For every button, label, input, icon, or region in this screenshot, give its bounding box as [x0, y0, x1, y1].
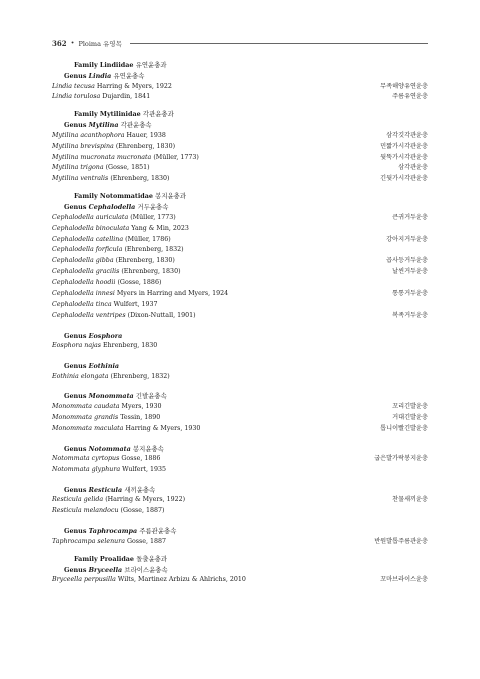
family-heading [52, 554, 428, 565]
genus-heading [52, 444, 428, 455]
species-entry [52, 424, 200, 435]
species-korean-name: 거대긴발윤충 [392, 413, 428, 421]
genus-word: Genus [64, 121, 87, 130]
species-authority: (Ehrenberg, 1830) [121, 268, 181, 276]
species-korean-name: 뒷뚝가시각관윤충 [380, 153, 428, 161]
page-number: 362 [52, 38, 67, 48]
species-entry [52, 289, 228, 300]
species-korean-name: 꼬리긴발윤충 [392, 402, 428, 410]
family-label: Family Proalidae [74, 554, 134, 563]
genus-name: Taphrocampa [88, 527, 138, 536]
genus-word: Genus [64, 527, 87, 536]
species-authority: Gosse, 1887 [126, 537, 167, 545]
species-entry [52, 402, 162, 413]
species-entry [52, 413, 160, 424]
genus-heading [52, 202, 428, 213]
family-heading [52, 109, 428, 120]
species-korean-name: 주름유연윤충 [392, 93, 428, 101]
genus-korean-name: 주름관윤충속 [139, 527, 177, 536]
family-heading [52, 191, 428, 202]
species-korean-name: 톱니이빨긴발윤충 [380, 424, 428, 432]
species-name: Cephalodella auriculata [52, 213, 129, 221]
species-name: Monommata maculata [52, 424, 124, 432]
species-authority: (Ehrenberg, 1830) [115, 257, 175, 265]
species-entry [52, 174, 170, 185]
species-row [52, 495, 428, 506]
species-row [52, 402, 428, 413]
species-row [52, 82, 428, 93]
species-list [52, 60, 428, 586]
family-label: Family Mytilinidae [74, 110, 141, 119]
species-entry [52, 153, 199, 164]
species-row [52, 575, 428, 586]
species-korean-name: 곱사등거두윤충 [386, 257, 428, 265]
genus-name: Notommata [88, 444, 131, 453]
genus-name: Cephalodella [88, 203, 136, 212]
species-row [52, 142, 428, 153]
species-korean-name: 삼각깃각관윤충 [386, 131, 428, 139]
species-korean-name: 통통거두윤충 [392, 289, 428, 297]
species-name: Lindia tecusa [52, 82, 95, 90]
species-row [52, 413, 428, 424]
species-korean-name: 긴뒷가시각관윤충 [380, 175, 428, 183]
species-row [52, 311, 428, 322]
genus-heading [52, 391, 428, 402]
genus-korean-name: 각관윤충속 [120, 121, 152, 130]
species-entry [52, 372, 170, 383]
species-name: Eosphora najas [52, 342, 102, 350]
header-bullet: • [70, 39, 75, 47]
genus-word: Genus [64, 331, 87, 340]
genus-word: Genus [64, 485, 87, 494]
genus-name: Resticula [88, 485, 123, 494]
species-row [52, 300, 428, 311]
species-entry [52, 256, 175, 267]
species-row [52, 424, 428, 435]
species-row [52, 267, 428, 278]
species-authority: (Gosse, 1886) [117, 279, 162, 287]
genus-heading [52, 361, 428, 372]
species-authority: Harring & Myers, 1930 [125, 424, 201, 432]
species-authority: Dujardin, 1841 [102, 93, 151, 101]
species-row [52, 174, 428, 185]
species-authority: (Dixon-Nuttall, 1901) [127, 311, 196, 319]
family-korean-name: 봉지윤충과 [155, 192, 187, 201]
species-name: Notommata glyphura [52, 465, 121, 473]
genus-word: Genus [64, 392, 87, 401]
species-entry [52, 506, 165, 517]
species-authority: Tessin, 1890 [120, 413, 161, 421]
genus-heading [52, 565, 428, 576]
genus-heading [52, 71, 428, 82]
genus-name: Lindia [88, 72, 112, 80]
species-entry [52, 224, 189, 235]
species-entry [52, 235, 171, 246]
running-header [52, 38, 428, 48]
species-name: Resticula melandocu [52, 507, 119, 515]
species-entry [52, 131, 166, 142]
species-row [52, 163, 428, 174]
species-authority: Ehrenberg, 1830 [103, 342, 158, 350]
species-row [52, 235, 428, 246]
species-row [52, 92, 428, 103]
genus-korean-name: 긴발윤충속 [135, 392, 167, 401]
species-authority: (Gosse, 1851) [105, 164, 150, 172]
species-name: Cephalodella gracilis [52, 268, 120, 276]
species-authority: Wilts, Martinez Arbizu & Ahlrichs, 2010 [117, 576, 246, 584]
species-authority: Yang & Min, 2023 [131, 224, 189, 232]
genus-heading [52, 331, 428, 342]
family-korean-name: 각관윤충과 [142, 110, 174, 119]
species-name: Mytilina trigona [52, 164, 104, 172]
family-label: Family Lindiidae [74, 61, 134, 69]
genus-name: Eosphora [88, 331, 123, 340]
species-entry [52, 537, 166, 548]
species-korean-name: 날씬거두윤충 [392, 268, 428, 276]
species-name: Monommata caudata [52, 402, 120, 410]
species-authority: (Müller, 1786) [125, 235, 171, 243]
species-name: Resticula gelida [52, 496, 104, 504]
species-row [52, 245, 428, 256]
running-title: Ploima 유영목 [78, 39, 122, 48]
species-entry [52, 82, 172, 93]
species-name: Taphrocampa selenura [52, 537, 125, 545]
species-entry [52, 267, 181, 278]
species-entry [52, 495, 185, 506]
species-authority: Hauer, 1938 [126, 131, 166, 139]
genus-heading [52, 485, 428, 496]
species-name: Cephalodella catellina [52, 235, 124, 243]
species-row [52, 454, 428, 465]
species-authority: (Ehrenberg, 1830) [110, 175, 170, 183]
species-korean-name: 민짧가시각관윤충 [380, 142, 428, 150]
species-entry [52, 311, 196, 322]
genus-word: Genus [64, 203, 87, 212]
species-korean-name: 큰귀거두윤충 [392, 213, 428, 221]
genus-name: Monommata [88, 392, 134, 401]
species-authority: Harring & Myers, 1922 [96, 82, 172, 90]
species-name: Cephalodella ventripes [52, 311, 126, 319]
species-authority: (Müller, 1773) [130, 213, 176, 221]
species-name: Mytilina brevispina [52, 142, 114, 150]
genus-word: Genus [64, 362, 87, 371]
species-row [52, 278, 428, 289]
species-entry [52, 245, 184, 256]
species-entry [52, 341, 157, 352]
species-entry [52, 92, 150, 103]
family-label: Family Notommatidae [74, 192, 153, 201]
genus-korean-name: 거두윤충속 [137, 203, 169, 212]
species-authority: (Müller, 1773) [153, 153, 199, 161]
species-korean-name: 굽은발가락봉지윤충 [374, 455, 428, 463]
family-korean-name: 돌출윤충과 [136, 554, 168, 563]
genus-name: Eothinia [88, 362, 120, 371]
species-authority: Myers in Harring and Myers, 1924 [116, 289, 229, 297]
species-entry [52, 142, 175, 153]
genus-heading [52, 526, 428, 537]
species-authority: Gosse, 1886 [121, 455, 161, 463]
document-page [52, 38, 428, 586]
species-korean-name: 삼각관윤충 [398, 164, 428, 172]
genus-word: Genus [64, 565, 87, 574]
species-row [52, 153, 428, 164]
species-name: Cephalodella forficula [52, 246, 123, 254]
genus-name: Bryceella [88, 565, 123, 574]
species-row [52, 341, 428, 352]
species-row [52, 506, 428, 517]
species-entry [52, 465, 166, 476]
species-entry [52, 278, 161, 289]
species-korean-name: 찬물새끼윤충 [392, 496, 428, 504]
species-row [52, 213, 428, 224]
species-korean-name: 무족해양유연윤충 [380, 82, 428, 90]
header-rule [130, 43, 428, 44]
species-name: Lindia torulosa [52, 93, 101, 101]
species-row [52, 465, 428, 476]
species-korean-name: 강아지거두윤충 [386, 235, 428, 243]
species-name: Cephalodella hoodii [52, 279, 116, 287]
family-korean-name: 유연윤충과 [135, 61, 167, 69]
species-row [52, 372, 428, 383]
family-heading [52, 60, 428, 71]
genus-heading [52, 120, 428, 131]
species-name: Cephalodella gibba [52, 257, 114, 265]
species-authority: (Ehrenberg, 1832) [110, 372, 170, 380]
species-row [52, 537, 428, 548]
species-row [52, 289, 428, 300]
species-entry [52, 163, 150, 174]
genus-korean-name: 브라이스윤충속 [124, 565, 168, 574]
genus-korean-name: 유연윤충속 [113, 72, 145, 80]
species-entry [52, 213, 176, 224]
species-entry [52, 575, 246, 586]
genus-name: Mytilina [88, 121, 119, 130]
species-korean-name: 꼬마브라이스윤충 [380, 576, 428, 584]
species-authority: Wulfert, 1935 [122, 465, 167, 473]
genus-word: Genus [64, 444, 87, 453]
species-authority: (Ehrenberg, 1830) [115, 142, 176, 150]
species-row [52, 224, 428, 235]
species-korean-name: 복족거두윤충 [392, 311, 428, 319]
species-name: Cephalodella binoculata [52, 224, 130, 232]
genus-word: Genus [64, 72, 87, 80]
species-name: Mytilina mucronata mucronata [52, 153, 152, 161]
species-name: Mytilina ventralis [52, 175, 109, 183]
species-korean-name: 반원발톱주름관윤충 [374, 537, 428, 545]
species-name: Mytilina acanthophora [52, 131, 125, 139]
species-entry [52, 300, 158, 311]
species-name: Eothinia elongata [52, 372, 109, 380]
species-name: Bryceella perpusilla [52, 576, 116, 584]
genus-korean-name: 새끼윤충속 [124, 485, 156, 494]
species-row [52, 256, 428, 267]
species-row [52, 131, 428, 142]
species-authority: Myers, 1930 [121, 402, 162, 410]
species-name: Notommata cyrtopus [52, 455, 120, 463]
species-entry [52, 454, 160, 465]
genus-korean-name: 봉지윤충속 [132, 444, 164, 453]
species-name: Monommata grandis [52, 413, 119, 421]
species-authority: (Ehrenberg, 1832) [124, 246, 184, 254]
species-authority: (Harring & Myers, 1922) [105, 496, 186, 504]
species-name: Cephalodella tinca [52, 300, 112, 308]
species-name: Cephalodella innesi [52, 289, 115, 297]
species-authority: Wulfert, 1937 [113, 300, 158, 308]
species-authority: (Gosse, 1887) [120, 507, 165, 515]
